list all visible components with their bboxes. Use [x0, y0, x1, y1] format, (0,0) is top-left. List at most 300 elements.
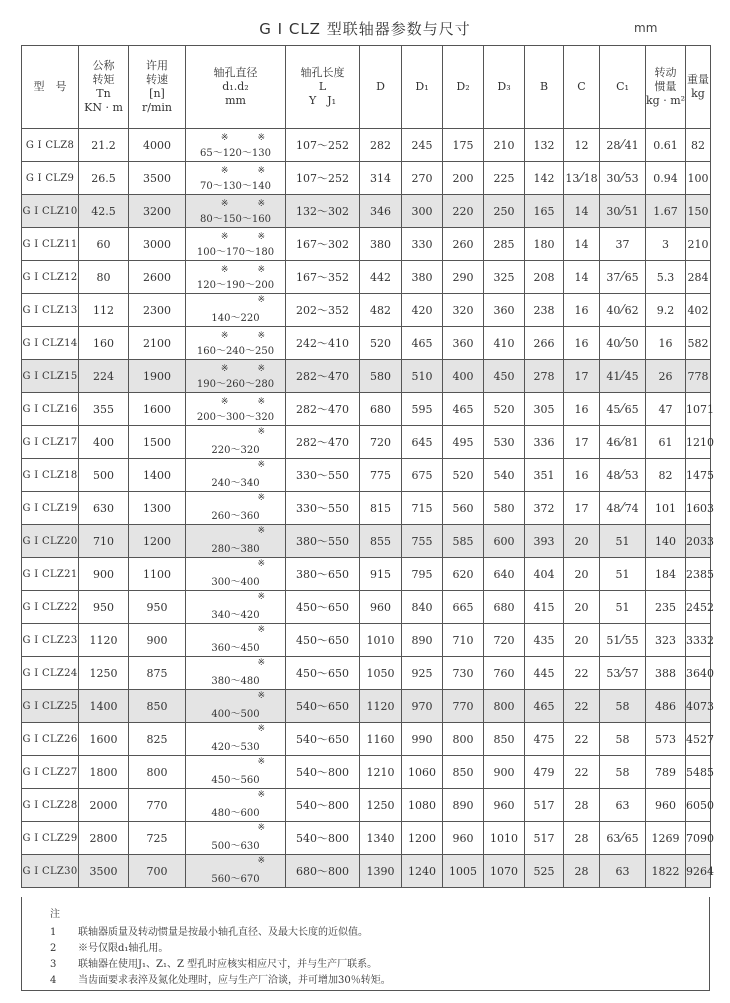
fraction-slash: ⁄ [621, 434, 624, 450]
table-row [22, 426, 711, 459]
cell-D1: 840 [402, 591, 443, 624]
cell-model: G I CLZ23 [22, 624, 79, 657]
cell-D2: 585 [443, 525, 484, 558]
header-D2: D₂ [443, 46, 484, 129]
cell-B: 372 [525, 492, 564, 525]
table-row [22, 393, 711, 426]
cell-C: 16 [564, 393, 600, 426]
limit-mark: ※ [257, 559, 275, 569]
cell-D3: 580 [484, 492, 525, 525]
cell-B: 238 [525, 294, 564, 327]
page-title: G I CLZ 型联轴器参数与尺寸 [259, 20, 471, 38]
cell-weight: 284 [686, 261, 711, 294]
limit-mark: ※ [257, 658, 275, 668]
cell-bore-diameter [186, 723, 286, 756]
cell-D1: 645 [402, 426, 443, 459]
cell-D1: 1240 [402, 855, 443, 888]
cell-bore-diameter [186, 162, 286, 195]
cell-C: 20 [564, 525, 600, 558]
cell-D3: 325 [484, 261, 525, 294]
limit-mark: ※ [257, 526, 275, 536]
fraction-slash: ⁄ [621, 137, 624, 153]
cell-C: 16 [564, 327, 600, 360]
cell-C1: 63⁄65 [600, 822, 646, 855]
cell-model: G I CLZ10 [22, 195, 79, 228]
cell-C: 28 [564, 789, 600, 822]
fraction-slash: ⁄ [621, 665, 624, 681]
cell-D1: 465 [402, 327, 443, 360]
bore-range: 140～220 [211, 313, 260, 324]
bore-range: 300～400 [211, 577, 260, 588]
header-row [22, 46, 711, 129]
cell-D2: 175 [443, 129, 484, 162]
cell-C1: 48⁄74 [600, 492, 646, 525]
cell-model: G I CLZ15 [22, 360, 79, 393]
header-bore-diameter: 轴孔直径 d₁.d₂ mm [186, 46, 286, 129]
limit-mark: ※ [257, 823, 275, 833]
table-row [22, 162, 711, 195]
header-D1: D₁ [402, 46, 443, 129]
header-bore-length: 轴孔长度 L Y J₁ [286, 46, 360, 129]
cell-D3: 960 [484, 789, 525, 822]
bore-range: 220～320 [211, 445, 260, 456]
cell-weight: 5485 [686, 756, 711, 789]
cell-D3: 540 [484, 459, 525, 492]
cell-B: 278 [525, 360, 564, 393]
table-row [22, 855, 711, 888]
cell-inertia: 82 [646, 459, 686, 492]
header-D3: D₃ [484, 46, 525, 129]
cell-torque: 710 [79, 525, 129, 558]
cell-torque: 400 [79, 426, 129, 459]
cell-C1: 53⁄57 [600, 657, 646, 690]
cell-torque: 1800 [79, 756, 129, 789]
cell-model: G I CLZ24 [22, 657, 79, 690]
cell-inertia: 573 [646, 723, 686, 756]
cell-weight: 778 [686, 360, 711, 393]
cell-bore-length: 450～650 [286, 657, 360, 690]
cell-bore-diameter [186, 558, 286, 591]
cell-bore-length: 450～650 [286, 591, 360, 624]
header-B: B [525, 46, 564, 129]
cell-bore-length: 107～252 [286, 162, 360, 195]
cell-C: 22 [564, 657, 600, 690]
cell-D2: 890 [443, 789, 484, 822]
cell-D1: 925 [402, 657, 443, 690]
cell-B: 132 [525, 129, 564, 162]
cell-B: 435 [525, 624, 564, 657]
cell-torque: 2000 [79, 789, 129, 822]
cell-C1: 46⁄81 [600, 426, 646, 459]
table-row [22, 591, 711, 624]
fraction-slash: ⁄ [621, 500, 624, 516]
limit-mark: ※ ※ [220, 232, 275, 242]
cell-D2: 520 [443, 459, 484, 492]
cell-model: G I CLZ16 [22, 393, 79, 426]
cell-model: G I CLZ8 [22, 129, 79, 162]
cell-torque: 224 [79, 360, 129, 393]
note-item: 3 联轴器在使用J₁、Z₁、Z 型孔时应核实相应尺寸，并与生产厂联系。 [50, 959, 378, 970]
cell-B: 351 [525, 459, 564, 492]
table-row [22, 657, 711, 690]
cell-C: 28 [564, 855, 600, 888]
cell-B: 142 [525, 162, 564, 195]
cell-torque: 42.5 [79, 195, 129, 228]
cell-inertia: 960 [646, 789, 686, 822]
limit-mark: ※ ※ [220, 166, 275, 176]
notes-section [21, 897, 710, 991]
header-C1: C₁ [600, 46, 646, 129]
limit-mark: ※ [257, 691, 275, 701]
cell-D: 1120 [360, 690, 402, 723]
cell-D: 915 [360, 558, 402, 591]
cell-bore-diameter [186, 327, 286, 360]
cell-D: 775 [360, 459, 402, 492]
limit-mark: ※ [257, 295, 275, 305]
cell-weight: 4527 [686, 723, 711, 756]
cell-B: 517 [525, 822, 564, 855]
cell-speed: 1200 [129, 525, 186, 558]
cell-D: 680 [360, 393, 402, 426]
cell-C: 16 [564, 294, 600, 327]
cell-speed: 4000 [129, 129, 186, 162]
cell-D3: 520 [484, 393, 525, 426]
cell-D: 855 [360, 525, 402, 558]
cell-bore-length: 380～650 [286, 558, 360, 591]
cell-D: 1340 [360, 822, 402, 855]
table-row [22, 294, 711, 327]
cell-D1: 595 [402, 393, 443, 426]
cell-C1: 40⁄50 [600, 327, 646, 360]
cell-D1: 510 [402, 360, 443, 393]
bore-range: 400～500 [211, 709, 260, 720]
cell-C: 28 [564, 822, 600, 855]
cell-D3: 720 [484, 624, 525, 657]
cell-torque: 1250 [79, 657, 129, 690]
fraction-slash: ⁄ [621, 335, 624, 351]
cell-C1: 41⁄45 [600, 360, 646, 393]
cell-inertia: 789 [646, 756, 686, 789]
cell-bore-length: 540～650 [286, 723, 360, 756]
cell-D3: 760 [484, 657, 525, 690]
cell-D2: 320 [443, 294, 484, 327]
cell-model: G I CLZ30 [22, 855, 79, 888]
cell-B: 393 [525, 525, 564, 558]
cell-D3: 900 [484, 756, 525, 789]
cell-C1: 63 [600, 789, 646, 822]
cell-C: 22 [564, 723, 600, 756]
cell-D2: 400 [443, 360, 484, 393]
limit-mark: ※ ※ [220, 133, 275, 143]
cell-D1: 755 [402, 525, 443, 558]
cell-weight: 1475 [686, 459, 711, 492]
cell-D1: 270 [402, 162, 443, 195]
cell-inertia: 235 [646, 591, 686, 624]
cell-bore-diameter [186, 228, 286, 261]
cell-inertia: 0.61 [646, 129, 686, 162]
cell-D2: 560 [443, 492, 484, 525]
cell-D3: 1010 [484, 822, 525, 855]
cell-weight: 2385 [686, 558, 711, 591]
cell-bore-length: 282～470 [286, 360, 360, 393]
cell-inertia: 486 [646, 690, 686, 723]
cell-D2: 800 [443, 723, 484, 756]
fraction-slash: ⁄ [621, 632, 624, 648]
cell-inertia: 47 [646, 393, 686, 426]
table-row [22, 492, 711, 525]
bore-range: 160～240～250 [196, 346, 275, 357]
header-model: 型 号 [22, 46, 79, 129]
cell-D2: 850 [443, 756, 484, 789]
cell-B: 517 [525, 789, 564, 822]
table-row [22, 459, 711, 492]
cell-B: 404 [525, 558, 564, 591]
cell-C: 16 [564, 459, 600, 492]
cell-inertia: 9.2 [646, 294, 686, 327]
bore-range: 80～150～160 [200, 214, 271, 225]
cell-inertia: 1269 [646, 822, 686, 855]
header-D: D [360, 46, 402, 129]
cell-bore-diameter [186, 657, 286, 690]
fraction-slash: ⁄ [621, 830, 624, 846]
cell-speed: 2600 [129, 261, 186, 294]
cell-inertia: 26 [646, 360, 686, 393]
cell-weight: 100 [686, 162, 711, 195]
cell-D: 1160 [360, 723, 402, 756]
cell-D: 314 [360, 162, 402, 195]
cell-B: 305 [525, 393, 564, 426]
cell-D: 482 [360, 294, 402, 327]
cell-C1: 37 [600, 228, 646, 261]
limit-mark: ※ ※ [220, 265, 275, 275]
cell-C: 14 [564, 195, 600, 228]
table-row [22, 624, 711, 657]
cell-D3: 850 [484, 723, 525, 756]
cell-D: 1250 [360, 789, 402, 822]
cell-weight: 150 [686, 195, 711, 228]
cell-speed: 1600 [129, 393, 186, 426]
cell-bore-diameter [186, 129, 286, 162]
cell-bore-length: 202～352 [286, 294, 360, 327]
cell-inertia: 1822 [646, 855, 686, 888]
cell-weight: 3332 [686, 624, 711, 657]
cell-D2: 260 [443, 228, 484, 261]
cell-D1: 1080 [402, 789, 443, 822]
cell-D: 1390 [360, 855, 402, 888]
cell-inertia: 61 [646, 426, 686, 459]
cell-torque: 3500 [79, 855, 129, 888]
cell-C: 17 [564, 426, 600, 459]
coupling-parameter-table [21, 45, 714, 888]
bore-range: 360～450 [211, 643, 260, 654]
cell-bore-length: 540～800 [286, 822, 360, 855]
limit-mark: ※ [257, 460, 275, 470]
table-row [22, 525, 711, 558]
cell-bore-diameter [186, 624, 286, 657]
bore-range: 380～480 [211, 676, 260, 687]
cell-D: 1210 [360, 756, 402, 789]
cell-torque: 112 [79, 294, 129, 327]
cell-speed: 2100 [129, 327, 186, 360]
cell-D: 1010 [360, 624, 402, 657]
cell-bore-diameter [186, 294, 286, 327]
cell-bore-diameter [186, 492, 286, 525]
cell-D2: 360 [443, 327, 484, 360]
cell-weight: 402 [686, 294, 711, 327]
cell-model: G I CLZ27 [22, 756, 79, 789]
cell-D2: 465 [443, 393, 484, 426]
limit-mark: ※ [257, 493, 275, 503]
cell-bore-diameter [186, 822, 286, 855]
cell-model: G I CLZ13 [22, 294, 79, 327]
bore-range: 190～260～280 [196, 379, 275, 390]
cell-torque: 355 [79, 393, 129, 426]
cell-model: G I CLZ29 [22, 822, 79, 855]
cell-B: 336 [525, 426, 564, 459]
cell-torque: 1400 [79, 690, 129, 723]
cell-inertia: 0.94 [646, 162, 686, 195]
cell-C: 17 [564, 492, 600, 525]
cell-C1: 37⁄65 [600, 261, 646, 294]
fraction-slash: ⁄ [621, 467, 624, 483]
cell-torque: 2800 [79, 822, 129, 855]
cell-speed: 900 [129, 624, 186, 657]
cell-C1: 58 [600, 690, 646, 723]
header-weight: 重量 kg [686, 46, 711, 129]
cell-D1: 300 [402, 195, 443, 228]
cell-bore-length: 242～410 [286, 327, 360, 360]
cell-D1: 795 [402, 558, 443, 591]
cell-model: G I CLZ17 [22, 426, 79, 459]
cell-C1: 45⁄65 [600, 393, 646, 426]
cell-speed: 700 [129, 855, 186, 888]
note-item: 2 ※号仅限d₁轴孔用。 [50, 943, 169, 954]
cell-D3: 410 [484, 327, 525, 360]
cell-D2: 200 [443, 162, 484, 195]
cell-bore-length: 450～650 [286, 624, 360, 657]
cell-model: G I CLZ28 [22, 789, 79, 822]
bore-range: 450～560 [211, 775, 260, 786]
cell-speed: 1900 [129, 360, 186, 393]
cell-model: G I CLZ20 [22, 525, 79, 558]
cell-D: 1050 [360, 657, 402, 690]
note-item: 4 当齿面要求表淬及氮化处理时，应与生产厂洽谈，并可增加30％转矩。 [50, 975, 391, 986]
cell-D3: 530 [484, 426, 525, 459]
bore-range: 280～380 [211, 544, 260, 555]
cell-model: G I CLZ9 [22, 162, 79, 195]
cell-speed: 1400 [129, 459, 186, 492]
cell-D3: 225 [484, 162, 525, 195]
cell-bore-diameter [186, 855, 286, 888]
cell-C: 14 [564, 261, 600, 294]
cell-model: G I CLZ14 [22, 327, 79, 360]
cell-speed: 950 [129, 591, 186, 624]
cell-bore-length: 680～800 [286, 855, 360, 888]
cell-bore-diameter [186, 756, 286, 789]
cell-inertia: 5.3 [646, 261, 686, 294]
bore-range: 200～300～320 [196, 412, 275, 423]
cell-D: 346 [360, 195, 402, 228]
cell-C: 17 [564, 360, 600, 393]
cell-weight: 9264 [686, 855, 711, 888]
cell-B: 465 [525, 690, 564, 723]
cell-weight: 1603 [686, 492, 711, 525]
bore-range: 65～120～130 [200, 148, 271, 159]
fraction-slash: ⁄ [621, 170, 624, 186]
cell-D3: 250 [484, 195, 525, 228]
table-row [22, 195, 711, 228]
cell-torque: 21.2 [79, 129, 129, 162]
header-C: C [564, 46, 600, 129]
limit-mark: ※ [257, 790, 275, 800]
cell-torque: 630 [79, 492, 129, 525]
cell-speed: 770 [129, 789, 186, 822]
cell-torque: 900 [79, 558, 129, 591]
cell-bore-diameter [186, 459, 286, 492]
cell-bore-diameter [186, 360, 286, 393]
cell-C1: 51 [600, 591, 646, 624]
cell-bore-diameter [186, 261, 286, 294]
table-row [22, 129, 711, 162]
cell-B: 415 [525, 591, 564, 624]
cell-D3: 600 [484, 525, 525, 558]
cell-bore-length: 540～650 [286, 690, 360, 723]
cell-torque: 1600 [79, 723, 129, 756]
cell-speed: 725 [129, 822, 186, 855]
cell-speed: 3500 [129, 162, 186, 195]
unit-label: mm [634, 21, 658, 35]
cell-D3: 450 [484, 360, 525, 393]
cell-C1: 51 [600, 558, 646, 591]
cell-model: G I CLZ22 [22, 591, 79, 624]
cell-inertia: 184 [646, 558, 686, 591]
table-row [22, 261, 711, 294]
bore-range: 240～340 [211, 478, 260, 489]
bore-range: 100～170～180 [196, 247, 275, 258]
limit-mark: ※ [257, 724, 275, 734]
cell-torque: 950 [79, 591, 129, 624]
cell-torque: 1120 [79, 624, 129, 657]
limit-mark: ※ ※ [220, 199, 275, 209]
fraction-slash: ⁄ [621, 368, 624, 384]
cell-inertia: 3 [646, 228, 686, 261]
cell-weight: 210 [686, 228, 711, 261]
cell-B: 208 [525, 261, 564, 294]
cell-torque: 80 [79, 261, 129, 294]
table-row [22, 756, 711, 789]
cell-C: 22 [564, 690, 600, 723]
cell-D1: 970 [402, 690, 443, 723]
header-speed: 许用 转速 [n] r/min [129, 46, 186, 129]
bore-range: 500～630 [211, 841, 260, 852]
cell-D: 580 [360, 360, 402, 393]
table-row [22, 558, 711, 591]
bore-range: 480～600 [211, 808, 260, 819]
bore-range: 340～420 [211, 610, 260, 621]
cell-C: 20 [564, 591, 600, 624]
cell-bore-length: 107～252 [286, 129, 360, 162]
limit-mark: ※ [257, 427, 275, 437]
cell-speed: 2300 [129, 294, 186, 327]
bore-range: 560～670 [211, 874, 260, 885]
cell-D: 282 [360, 129, 402, 162]
cell-C1: 48⁄53 [600, 459, 646, 492]
cell-speed: 875 [129, 657, 186, 690]
cell-inertia: 1.67 [646, 195, 686, 228]
limit-mark: ※ [257, 625, 275, 635]
fraction-slash: ⁄ [621, 269, 624, 285]
cell-bore-length: 380～550 [286, 525, 360, 558]
